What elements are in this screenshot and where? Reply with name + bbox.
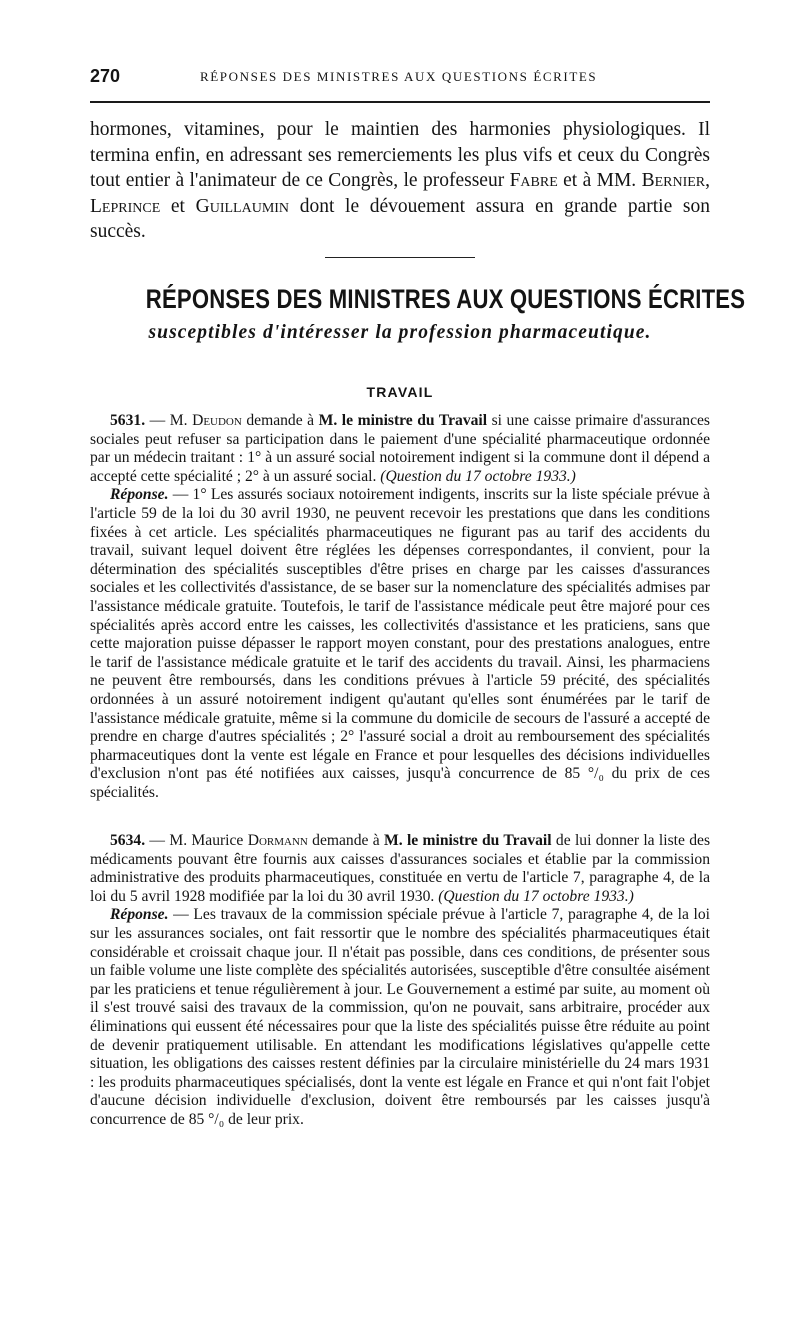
response-paragraph	[90, 486, 710, 802]
section-divider	[325, 257, 475, 258]
question-addressee: M. le ministre du Travail	[384, 832, 552, 849]
question-reference: (Question du 17 octobre 1933.)	[438, 887, 634, 905]
section-subtitle: susceptibles d'intéresser la profession pharmaceutique.	[148, 322, 652, 343]
question-reference: (Question du 17 octobre 1933.)	[380, 467, 576, 485]
question-text: de lui donner la liste des médicaments pouvant être fournis aux caisses d'assurances sociales et établie par la commission administrative des produits pharmaceutiques, constituée en vertu de l'article 7, paragraphe 4, de la loi du 5 avril 1928 modifiée par la loi du 30 avril 1930.	[90, 832, 711, 905]
question-verb: demande à	[241, 412, 319, 429]
person-name-fabre: Fabre	[509, 170, 558, 191]
page-number: 270	[90, 66, 121, 86]
question-block-5631	[90, 412, 710, 802]
intro-paragraph	[90, 117, 710, 245]
intro-text	[90, 117, 710, 245]
person-name-leprince: Leprince	[90, 195, 161, 217]
question-paragraph	[90, 412, 710, 486]
intro-separator: et	[160, 195, 196, 217]
header-rule	[90, 101, 710, 103]
question-lead: — M. Maurice	[145, 832, 248, 849]
question-addressee: M. le ministre du Travail	[318, 412, 488, 429]
question-author: Deudon	[192, 412, 242, 429]
question-number: 5634.	[110, 832, 146, 849]
person-name-bernier: Bernier	[641, 170, 706, 191]
running-head: RÉPONSES DES MINISTRES AUX QUESTIONS ÉCRITES	[200, 69, 598, 84]
response-label: Réponse.	[110, 486, 169, 504]
intro-text-part: dont le dévouement assura en grande partie son succès.	[90, 195, 710, 242]
response-text: — Les travaux de la commission spéciale prévue à l'article 7, paragraphe 4, de la loi sur les assurances sociales, ont fait ressortir que le nombre des spécialités pharmaceutiques était considérable et croissait chaque jour. Il n'était pas possible, dans ces conditions, de présenter sous un faible volume une liste complète des spécialités autorisées, susceptible d'être consultée aisément par les praticiens et tenue régulièrement à jour. Le Gouvernement a estimé par suite, au moment où il s'est trouvé saisi des travaux de la commission, qu'on ne pouvait, sans arbitraire, procéder aux éliminations qui eussent été nécessaires pour que la liste des spécialités puisse être réduite au point de devenir pratiquement utilisable. En attendant les modifications législatives qu'appelle cette situation, les obligations des caisses restent définies par la circulaire ministérielle du 24 mars 1931 : les produits pharmaceutiques spécialisés, dont la vente est légale en France et qui n'ont fait l'objet d'aucune décision individuelle d'exclusion, doivent être remboursés par les caisses jusqu'à concurrence de 85 °/₀ de leur prix.	[90, 906, 710, 1128]
person-name-guillaumin: Guillaumin	[195, 195, 290, 217]
section-title: RÉPONSES DES MINISTRES AUX QUESTIONS ÉCRITES	[145, 284, 746, 314]
question-block-5634	[90, 832, 710, 1130]
question-lead: — M.	[145, 412, 193, 429]
response-text: — 1° Les assurés sociaux notoirement indigents, inscrits sur la liste spéciale prévue à l'article 59 de la loi du 30 avril 1930, ne peuvent recevoir les prestations que dans les conditions fixées à cet article. Les spécialités pharmaceutiques ne figurant pas au tarif des accidents du travail, suivant lequel doivent être réglées les dépenses correspondantes, il convient, pour la détermination des spécialités susceptibles d'être prises en charge par les caisses d'assurances sociales et les collectivités d'assistance, de se baser sur la nomenclature des spécialités admises par l'assistance médicale gratuite. Toutefois, le tarif de l'assistance médicale peut être majoré pour ces spécialités après accord entre les caisses, les collectivités d'assistance et les praticiens, sans que cette majoration puisse dépasser le rapport moyen constant, pour des prestations analogues, entre le tarif de l'assistance médicale gratuite et le tarif des accidents du travail. Ainsi, les pharmaciens ne peuvent être remboursés, dans les conditions prévues à l'article 59 précité, des spécialités ordonnées à un assuré notoirement indigent qu'autant qu'elles sont énumérées par le tarif de l'assistance médicale gratuite, même si la commune du domicile de secours de l'assuré a accepté de prendre en charge d'autres spécialités ; 2° l'assuré social a droit au remboursement des spécialités pharmaceutiques dont la vente est légale en France et pour lesquelles des décisions individuelles d'exclusion n'ont pas été notifiées aux caisses, jusqu'à concurrence de 85 °/₀ du prix de ces spécialités.	[90, 486, 710, 801]
question-number: 5631.	[110, 412, 146, 429]
response-label: Réponse.	[110, 906, 169, 924]
question-author: Dormann	[247, 832, 308, 849]
subsection-heading: TRAVAIL	[366, 384, 434, 400]
intro-text-part: et à MM.	[557, 170, 642, 191]
question-text: si une caisse primaire d'assurances sociales peut refuser sa participation dans le paiement d'une spécialité pharmaceutique ordonnée par un médecin traitant : 1° à un assuré social notoirement indigent si la commune dont il dépend a accepté cette spécialité ; 2° à un assuré social.	[90, 412, 710, 485]
intro-text-part: hormones, vitamines, pour le maintien des harmonies physiologiques. Il termina enfin, en adressant ses remerciements les plus vifs et ceux du Congrès tout entier à l'animateur de ce Congrès, le professeur	[90, 119, 710, 191]
question-verb: demande à	[307, 832, 385, 849]
intro-separator: ,	[705, 170, 711, 191]
question-paragraph	[90, 832, 710, 906]
page-header	[90, 66, 710, 94]
response-paragraph	[90, 906, 710, 1129]
